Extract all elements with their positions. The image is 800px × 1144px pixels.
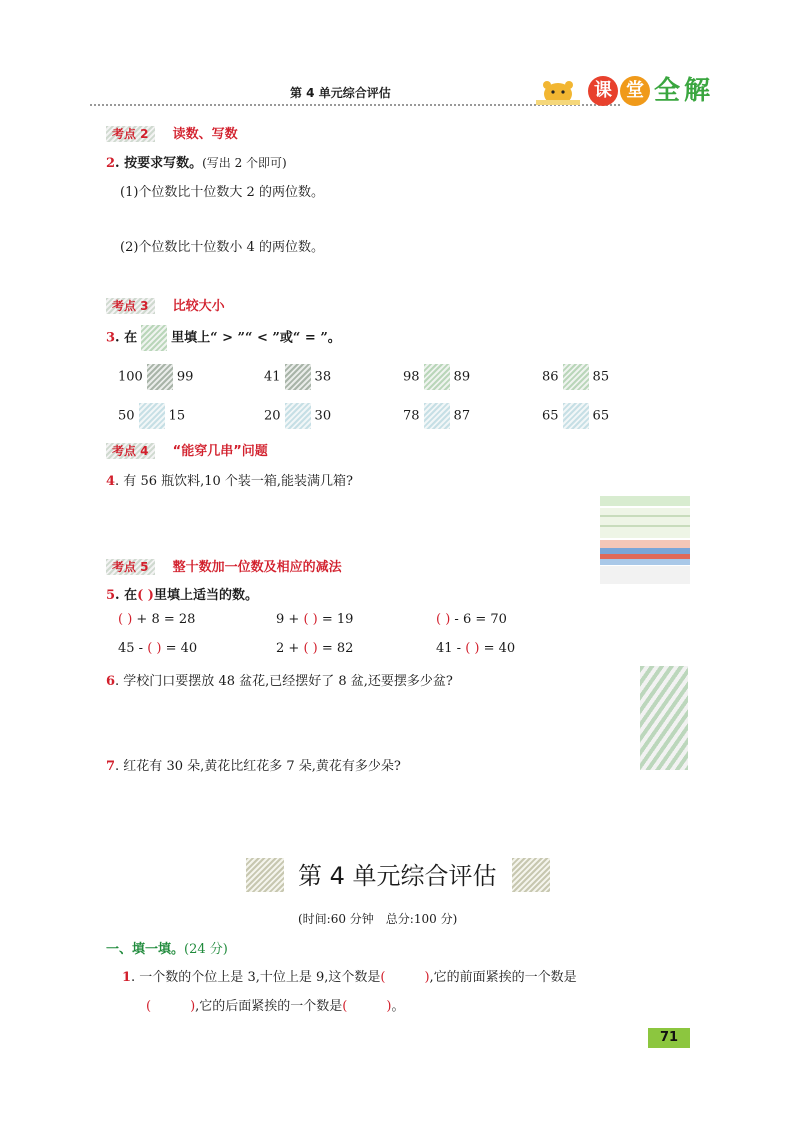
logo-char-4: 解: [684, 76, 711, 106]
compare-right: 99: [176, 369, 194, 385]
compare-left: 41: [264, 369, 281, 385]
question-3-stem: [106, 325, 341, 351]
title-decoration-left: [246, 858, 284, 892]
question-2-sub-2: (2)个位数比十位数小 4 的两位数。: [120, 240, 324, 255]
compare-item: [542, 403, 609, 429]
compare-box[interactable]: [563, 403, 589, 429]
compare-right: 38: [314, 369, 332, 385]
kaodian-3-tag: 考点 3: [106, 298, 155, 314]
kaodian-3-heading: [106, 295, 225, 314]
compare-left: 86: [542, 369, 559, 385]
question-6-text: . 学校门口要摆放 48 盆花,已经摆好了 8 盆,还要摆多少盆?: [115, 674, 453, 689]
question-7-number: 7: [106, 759, 116, 774]
compare-left: 50: [118, 408, 135, 424]
kaodian-2-tag: 考点 2: [106, 126, 155, 142]
section-1-title: 一、填一填。: [106, 942, 185, 957]
problem-1-line-2: ( ),它的后面紧挨的一个数是( )。: [146, 999, 405, 1014]
question-7: [106, 755, 401, 774]
evaluation-time-info: (时间:60 分钟 总分:100 分): [298, 912, 458, 926]
kaodian-4-title: “能穿几串”问题: [172, 444, 268, 459]
compare-box[interactable]: [285, 364, 311, 390]
compare-box[interactable]: [424, 403, 450, 429]
question-5-post: 里填上适当的数。: [153, 588, 258, 603]
answer-blank[interactable]: ( ): [342, 999, 392, 1014]
compare-item: [264, 364, 331, 390]
fill-equation: ( ) + 8 = 28: [118, 612, 196, 627]
logo-char-3: 全: [654, 76, 681, 106]
logo-char-2: 堂: [620, 76, 650, 106]
compare-right: 85: [592, 369, 610, 385]
kaodian-5-title: 整十数加一位数及相应的减法: [172, 560, 342, 575]
fill-equation: 9 + ( ) = 19: [276, 612, 354, 627]
kaodian-2-heading: [106, 123, 238, 142]
question-5-pre: . 在: [115, 588, 138, 603]
publisher-logo: [530, 74, 720, 108]
kaodian-3-title: 比较大小: [172, 299, 225, 314]
compare-right: 65: [592, 408, 610, 424]
question-7-text: . 红花有 30 朵,黄花比红花多 7 朵,黄花有多少朵?: [115, 759, 401, 774]
fill-equation: ( ) - 6 = 70: [436, 612, 507, 627]
compare-right: 87: [453, 408, 471, 424]
kaodian-5-tag: 考点 5: [106, 559, 155, 575]
question-3-post: 里填上“ > ”“ < ”或“ = ”。: [171, 330, 341, 346]
question-3-number: 3: [106, 330, 116, 346]
question-2-text: . 按要求写数。: [115, 156, 203, 171]
fill-equation: 2 + ( ) = 82: [276, 641, 354, 656]
kaodian-4-tag: 考点 4: [106, 443, 155, 459]
compare-item: [403, 403, 470, 429]
kaodian-5-heading: [106, 556, 342, 575]
bottles-illustration: [600, 496, 690, 584]
question-4-text: . 有 56 瓶饮料,10 个装一箱,能装满几箱?: [115, 474, 354, 489]
question-6-number: 6: [106, 674, 116, 689]
page-number: 71: [648, 1028, 690, 1048]
compare-left: 100: [118, 369, 143, 385]
answer-blank[interactable]: ( ): [118, 612, 133, 627]
compare-box[interactable]: [424, 364, 450, 390]
question-2-stem: [106, 152, 287, 171]
section-1-heading: [106, 938, 228, 957]
compare-item: [118, 364, 193, 390]
compare-box[interactable]: [285, 403, 311, 429]
compare-left: 98: [403, 369, 420, 385]
answer-blank[interactable]: ( ): [146, 999, 196, 1014]
question-3-pre: . 在: [115, 330, 138, 346]
answer-blank[interactable]: ( ): [465, 641, 480, 656]
fill-equation: 41 - ( ) = 40: [436, 641, 516, 656]
question-5-stem: [106, 584, 258, 603]
compare-left: 65: [542, 408, 559, 424]
compare-item: [118, 403, 185, 429]
question-2-sub-1: (1)个位数比十位数大 2 的两位数。: [120, 185, 324, 200]
compare-left: 78: [403, 408, 420, 424]
problem-1-line-1: 1. 一个数的个位上是 3,十位上是 9,这个数是( ),它的前面紧挨的一个数是: [122, 970, 577, 985]
section-1-score: (24 分): [184, 942, 228, 957]
compare-right: 89: [453, 369, 471, 385]
question-4-number: 4: [106, 474, 116, 489]
compare-right: 15: [168, 408, 186, 424]
question-5-number: 5: [106, 588, 116, 603]
logo-char-1: 课: [588, 76, 618, 106]
answer-blank[interactable]: ( ): [436, 612, 451, 627]
kaodian-4-heading: [106, 440, 268, 459]
running-header-title: 第 4 单元综合评估: [290, 86, 391, 100]
answer-blank[interactable]: ( ): [147, 641, 162, 656]
bear-icon: [534, 78, 582, 106]
answer-blank[interactable]: ( ): [303, 641, 318, 656]
question-2-number: 2: [106, 156, 116, 171]
question-2-note: (写出 2 个即可): [202, 156, 287, 170]
evaluation-title: 第 4 单元综合评估: [298, 862, 497, 890]
question-4: [106, 470, 353, 489]
compare-box[interactable]: [147, 364, 173, 390]
compare-right: 30: [314, 408, 332, 424]
answer-blank[interactable]: ( ): [380, 970, 430, 985]
title-decoration-right: [512, 858, 550, 892]
answer-box-sample: [141, 325, 167, 351]
fill-equation: 45 - ( ) = 40: [118, 641, 198, 656]
kaodian-2-title: 读数、写数: [172, 127, 238, 142]
compare-item: [542, 364, 609, 390]
compare-box[interactable]: [139, 403, 165, 429]
question-6: [106, 670, 453, 689]
compare-box[interactable]: [563, 364, 589, 390]
flowers-illustration: [640, 666, 688, 770]
compare-item: [403, 364, 470, 390]
compare-left: 20: [264, 408, 281, 424]
question-5-paren: ( ): [137, 588, 154, 603]
answer-blank[interactable]: ( ): [303, 612, 318, 627]
problem-1-number: 1: [122, 970, 132, 985]
compare-item: [264, 403, 331, 429]
